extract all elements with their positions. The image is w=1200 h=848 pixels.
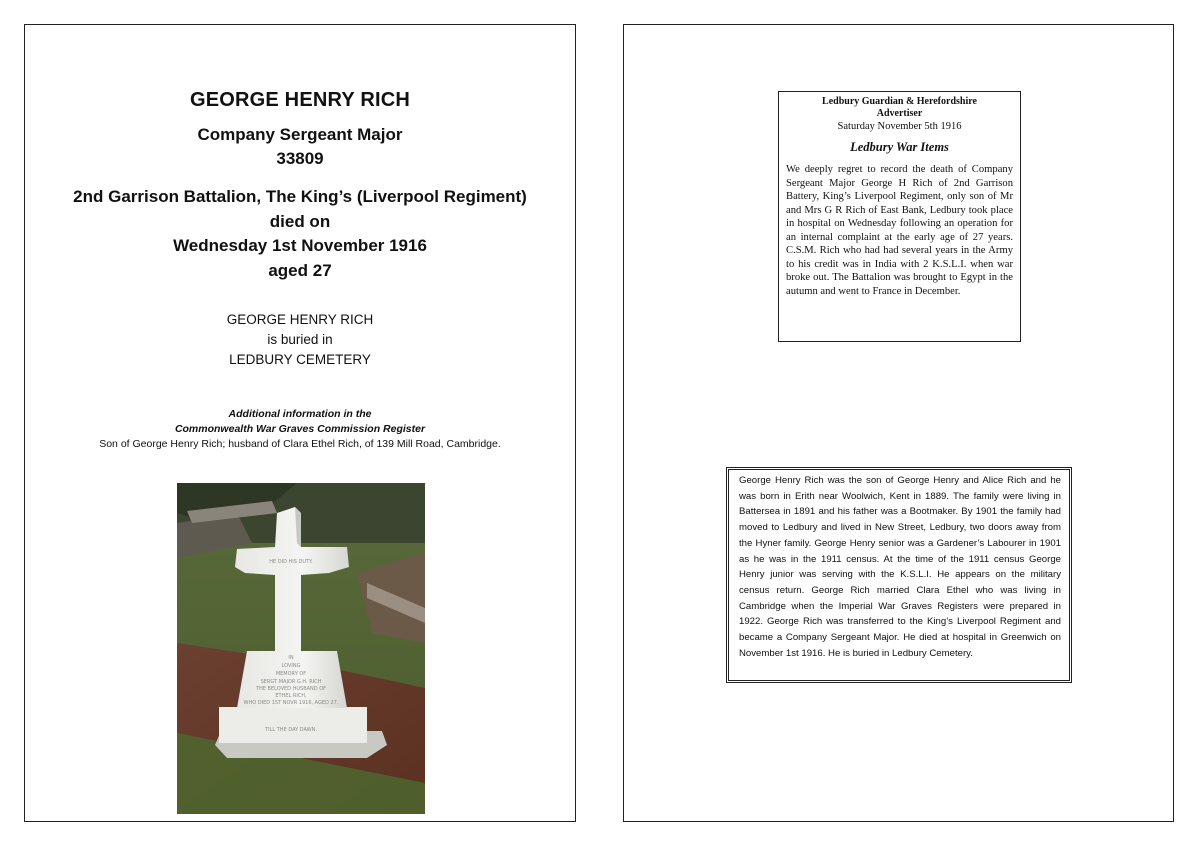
- headstone-inscription-9: TILL THE DAY DAWN.: [265, 727, 317, 733]
- rank-block: [25, 123, 575, 171]
- headstone-inscription-2: IN: [288, 655, 294, 661]
- biography-text: George Henry Rich was the son of George Henry and Alice Rich and he was born in Erith near Woolwich, Kent in 1889. The family were living in Battersea in 1891 and his father was a Bootmaker. By 1901 the family had moved to Ledbury and lived in New Street, Ledbury, two doors away from the Hyner family. George Henry senior was a Gardener’s Labourer in 1901 as he was in the 1911 census. At the time of the 1911 census George Henry junior was serving with the K.S.L.I. He appears on the military census return. George Rich married Clara Ethel who was living in Cambridge when the Imperial War Graves Registers were prepared in 1922. George Rich was transferred to the King’s Liverpool Regiment and became a Company Sergeant Major. He died at hospital in Greenwich on November 1st 1916. He is buried in Ledbury Cemetery.: [739, 475, 1061, 659]
- headstone-inscription-5: SERGT MAJOR G.H. RICH: [260, 679, 322, 685]
- headstone-inscription-4: MEMORY OF: [275, 671, 307, 677]
- died-on-label: died on: [269, 211, 331, 231]
- unit: 2nd Garrison Battalion, The King’s (Liverpool Regiment): [73, 187, 527, 206]
- newspaper-article-body: We deeply regret to record the death of Company Sergeant Major George H Rich of 2nd Garrison Battery, King’s Liverpool Regiment, only son of Mr and Mrs G R Rich of East Bank, Ledbury took place in hospital on Wednesday following an operation for an internal complaint at the early age of 27 years. C.S.M. Rich who had had several years in the Army to his credit was in India with 2 K.S.L.I. when war broke out. The Battalion was brought to Egypt in the autumn and went to France in December.: [786, 164, 1013, 297]
- newspaper-date: Saturday November 5th 1916: [837, 121, 962, 132]
- age: aged 27: [268, 260, 332, 280]
- newspaper-name-1: Ledbury Guardian & Herefordshire: [822, 96, 977, 107]
- newspaper-clipping: [778, 91, 1021, 342]
- rank: Company Sergeant Major: [197, 125, 403, 144]
- unit-block: [25, 185, 575, 283]
- headstone-inscription-7: ETHEL RICH,: [275, 693, 307, 699]
- burial-phrase: is buried in: [267, 332, 333, 347]
- soldier-name-title: GEORGE HENRY RICH: [189, 89, 411, 111]
- headstone-inscription-3: LOVING: [281, 663, 301, 669]
- death-date: Wednesday 1st November 1916: [173, 236, 427, 255]
- cwgc-heading-1: Additional information in the: [228, 408, 372, 420]
- cwgc-text: Son of George Henry Rich; husband of Clara Ethel Rich, of 139 Mill Road, Cambridge.: [99, 438, 501, 450]
- cemetery-name: LEDBURY CEMETERY: [229, 352, 371, 367]
- cwgc-block: [25, 407, 575, 452]
- burial-block: [25, 310, 575, 370]
- newspaper-name-2: Advertiser: [876, 108, 923, 119]
- newspaper-article-title: Ledbury War Items: [850, 140, 949, 154]
- headstone-inscription-8: WHO DIED 1ST NOVR 1916, AGED 27.: [243, 700, 339, 706]
- cwgc-heading-2: Commonwealth War Graves Commission Register: [174, 423, 426, 435]
- biography-box: [726, 467, 1072, 683]
- right-page: [623, 24, 1174, 822]
- headstone-photo: [177, 483, 425, 814]
- headstone-photo-image: [177, 483, 425, 814]
- service-number: 33809: [276, 149, 324, 168]
- headstone-inscription-1: HE DID HIS DUTY.: [269, 559, 313, 565]
- burial-name: GEORGE HENRY RICH: [226, 312, 374, 327]
- headstone-inscription-6: THE BELOVED HUSBAND OF: [255, 686, 327, 692]
- left-page: [24, 24, 576, 822]
